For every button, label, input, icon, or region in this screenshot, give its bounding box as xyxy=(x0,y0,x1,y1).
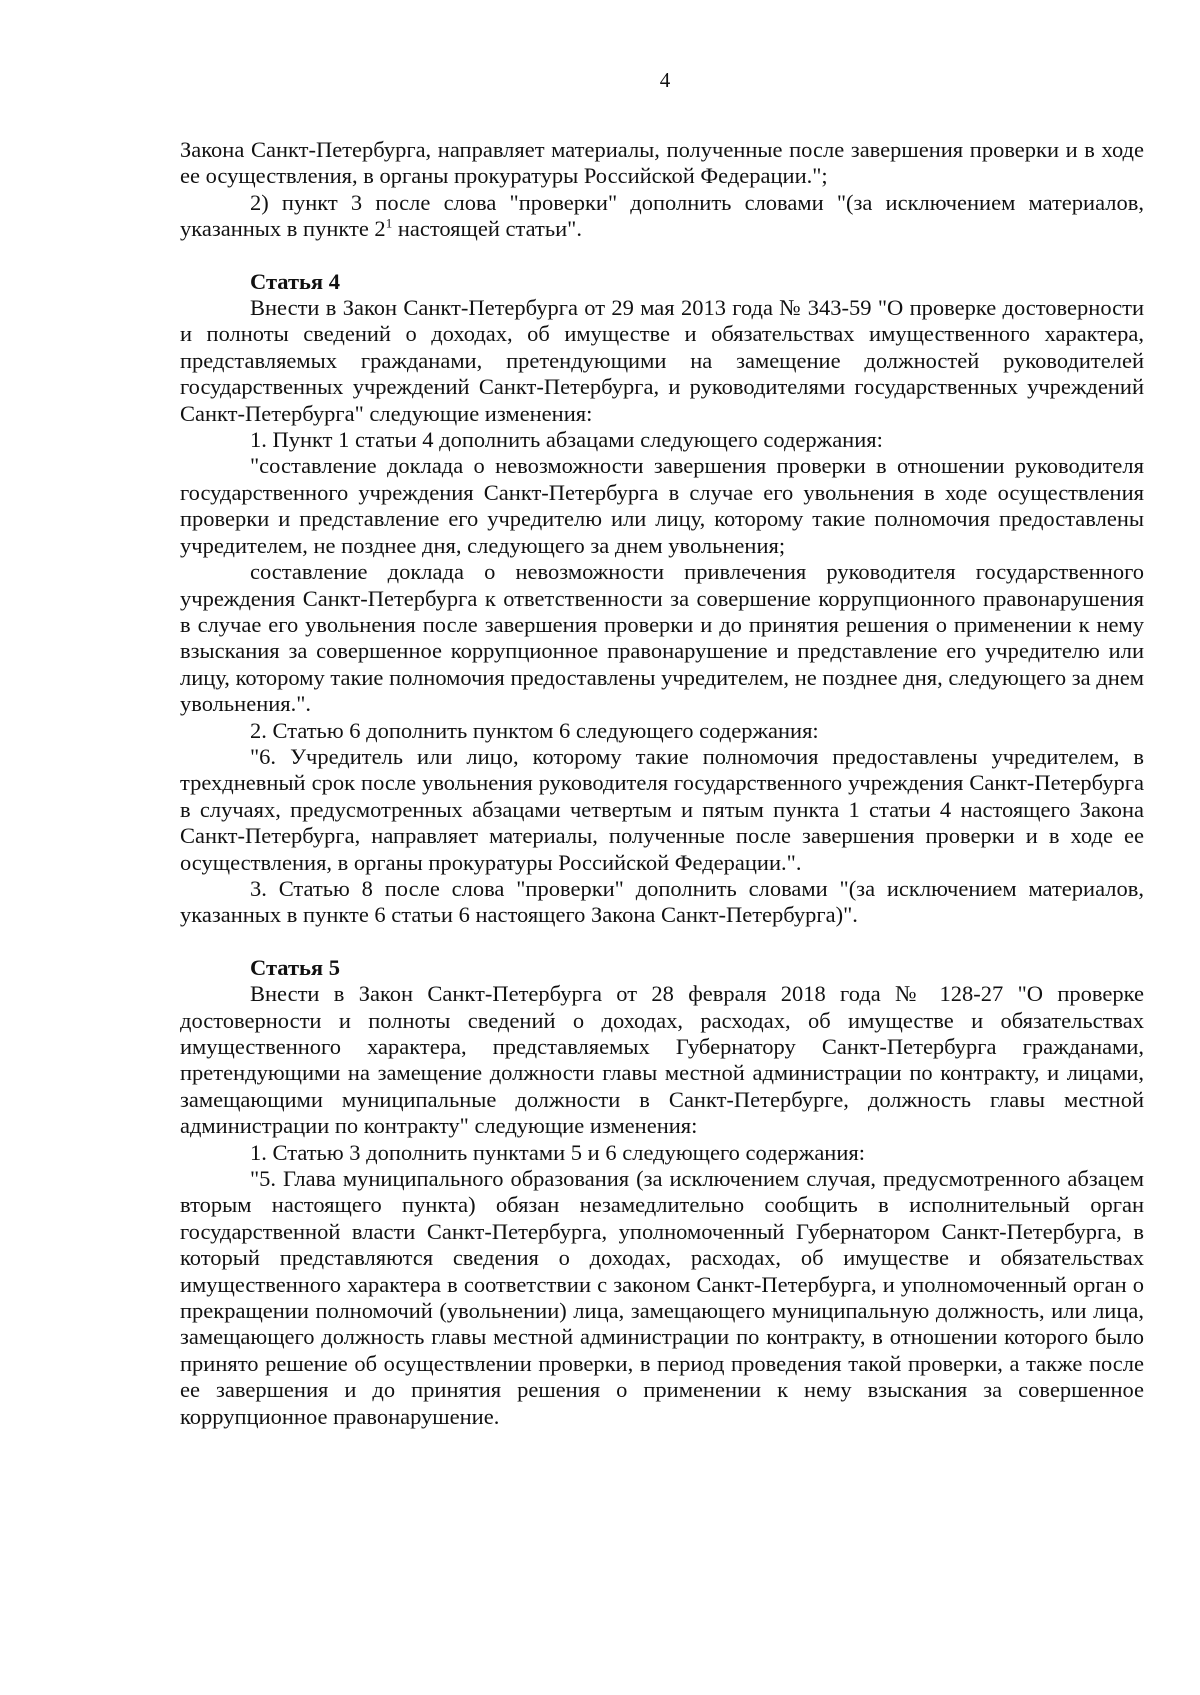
article-5-item-1: 1. Статью 3 дополнить пунктами 5 и 6 следующего содержания: xyxy=(250,1139,865,1165)
amendment-item-2-text: 2) пункт 3 после слова "проверки" дополнить словами "(за исключением материалов, указанных в пункте 2 xyxy=(180,189,1144,242)
article-4-quote-3: "6. Учредитель или лицо, которому такие полномочия предоставлены учредителем, в трехдневный срок после увольнения руководителя государственного учреждения Санкт-Петербурга в случаях, предусмотренных абзацами четвертым и пятым пункта 1 статьи 4 настоящего Закона Санкт-Петербурга, направляет материалы, полученные после завершения проверки и в ходе ее осуществления, в органы прокуратуры Российской Федерации.". xyxy=(180,743,1144,875)
amendment-item-2 xyxy=(180,190,1144,243)
amendment-item-2-tail: настоящей статьи". xyxy=(392,216,582,242)
article-4-item-3: 3. Статью 8 после слова "проверки" дополнить словами "(за исключением материалов, указанных в пункте 6 статьи 6 настоящего Закона Санкт-Петербурга)". xyxy=(180,875,1144,928)
article-4-heading: Статья 4 xyxy=(250,268,340,294)
section-spacer xyxy=(180,243,1144,269)
article-5-heading: Статья 5 xyxy=(250,954,340,980)
superscript-index: 1 xyxy=(385,215,393,231)
article-5-quote-1: "5. Глава муниципального образования (за исключением случая, предусмотренного абзацем вторым настоящего пункта) обязан незамедлительно сообщить в исполнительный орган государственной власти Санкт-Петербурга, уполномоченный Губернатором Санкт-Петербурга, в который представляются сведения о доходах, расходах, об имуществе и обязательствах имущественного характера в соответствии с законом Санкт-Петербурга, и уполномоченный орган о прекращении полномочий (увольнении) лица, замещающего муниципальную должность, или лица, замещающего должность главы местной администрации по контракту, в отношении которого было принято решение об осуществлении проверки, в период проведения такой проверки, а также после ее завершения и до принятия решения о применении к нему взыскания за совершенное коррупционное правонарушение. xyxy=(180,1166,1144,1429)
page-number: 4 xyxy=(659,68,671,92)
article-5-intro: Внести в Закон Санкт-Петербурга от 28 февраля 2018 года № 128-27 "О проверке достоверности и полноты сведений о доходах, расходах, об имуществе и обязательствах имущественного характера, представляемых Губернатору Санкт-Петербурга гражданами, претендующими на замещение должности главы местной администрации по контракту, и лицами, замещающими муниципальные должности в Санкт-Петербурге, должность главы местной администрации по контракту" следующие изменения: xyxy=(180,981,1144,1139)
document-body xyxy=(180,137,1144,1430)
article-4-quote-1: "составление доклада о невозможности завершения проверки в отношении руководителя государственного учреждения Санкт-Петербурга в случае его увольнения в ходе осуществления проверки и представление его учредителю или лицу, которому такие полномочия предоставлены учредителем, не позднее дня, следующего за днем увольнения; xyxy=(180,453,1144,558)
section-spacer xyxy=(180,929,1144,955)
continuation-paragraph: Закона Санкт-Петербурга, направляет материалы, полученные после завершения проверки и в ходе ее осуществления, в органы прокуратуры Российской Федерации."; xyxy=(180,137,1144,189)
article-4-item-2: 2. Статью 6 дополнить пунктом 6 следующего содержания: xyxy=(250,717,819,743)
article-4-item-1: 1. Пункт 1 статьи 4 дополнить абзацами следующего содержания: xyxy=(250,427,883,453)
article-4-quote-2: составление доклада о невозможности привлечения руководителя государственного учреждения Санкт-Петербурга к ответственности за совершение коррупционного правонарушения в случае его увольнения после завершения проверки и до принятия решения о применении к нему взыскания за совершенное коррупционное правонарушение и представление его учредителю или лицу, которому такие полномочия предоставлены учредителем, не позднее дня, следующего за днем увольнения.". xyxy=(180,559,1144,717)
article-4-intro: Внести в Закон Санкт-Петербурга от 29 мая 2013 года № 343-59 "О проверке достоверности и полноты сведений о доходах, об имуществе и обязательствах имущественного характера, представляемых гражданами, претендующими на замещение должностей руководителей государственных учреждений Санкт-Петербурга, и руководителями государственных учреждений Санкт-Петербурга" следующие изменения: xyxy=(180,295,1144,426)
